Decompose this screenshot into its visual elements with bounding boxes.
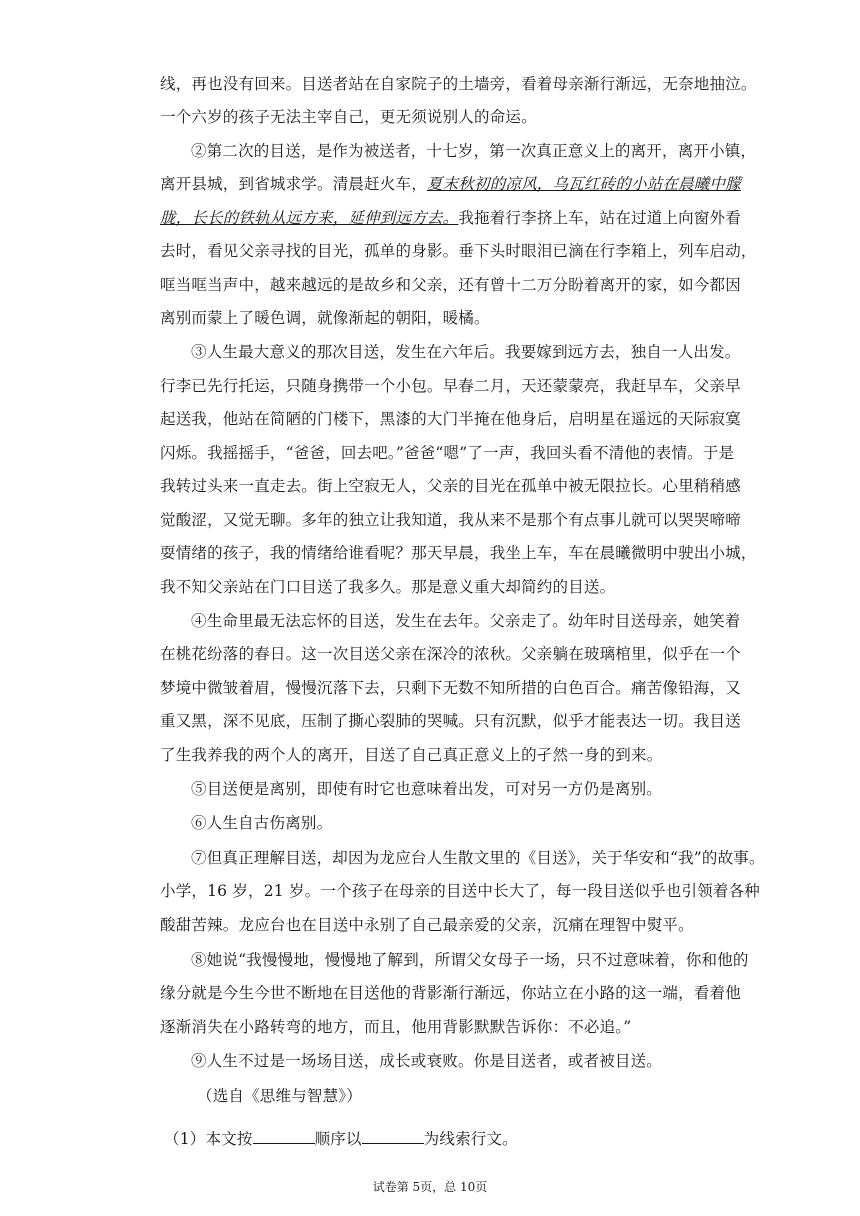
question-1-middle: 顺序以 <box>314 1130 362 1148</box>
paragraph-3-line-5: 我转过头来一直走去。街上空寂无人，父亲的目光在孤单中被无限拉长。心里稍稍感 <box>160 477 741 495</box>
paragraph-8-line-1: ⑧她说“我慢慢地，慢慢地了解到，所谓父女母子一场，只不过意味着，你和他的 <box>191 951 749 969</box>
page-footer: 试卷第 5页，总 10页 <box>372 1180 488 1194</box>
paragraph-7-line-2: 小学，16 岁，21 岁。一个孩子在母亲的目送中长大了，每一段目送似乎也引领着各种 <box>160 882 761 900</box>
underlined-sentence-part-1: 夏末秋初的凉风，乌瓦红砖的小站在晨曦中朦 <box>426 175 741 193</box>
answer-blank-1[interactable] <box>253 1129 315 1144</box>
paragraph-1-line-1: 线，再也没有回来。目送者站在自家院子的土墙旁，看着母亲渐行渐远，无奈地抽泣。 <box>160 75 757 93</box>
paragraph-5: ⑤目送便是离别，即使有时它也意味着出发，可对另一方仍是离别。 <box>191 780 663 798</box>
paragraph-9: ⑨人生不过是一场场目送，成长或衰败。你是目送者，或者被目送。 <box>191 1052 663 1070</box>
underlined-sentence-part-2: 胧，长长的铁轨从远方来，延伸到远方去。 <box>160 209 459 227</box>
paragraph-4-line-1: ④生命里最无法忘怀的目送，发生在去年。父亲走了。幼年时目送母亲，她笑着 <box>191 612 741 630</box>
question-1-suffix: 为线索行文。 <box>423 1130 518 1148</box>
paragraph-3-line-7: 耍情绪的孩子，我的情绪给谁看呢？那天早晨，我坐上车，车在晨曦微明中驶出小城， <box>160 544 757 562</box>
paragraph-2-line-4: 去时，看见父亲寻找的目光，孤单的身影。垂下头时眼泪已滴在行李箱上，列车启动， <box>160 242 757 260</box>
paragraph-3-line-1: ③人生最大意义的那次目送，发生在六年后。我要嫁到远方去，独自一人出发。 <box>191 343 741 361</box>
paragraph-8-line-2: 缘分就是今生今世不断地在目送他的背影渐行渐远，你站立在小路的这一端，看着他 <box>160 984 741 1002</box>
paragraph-4-line-2: 在桃花纷落的春日。这一次目送父亲在深冷的浓秋。父亲躺在玻璃棺里，似乎在一个 <box>160 645 741 663</box>
paragraph-7-line-1: ⑦但真正理解目送，却因为龙应台人生散文里的《目送》，关于华安和“我”的故事。 <box>191 849 765 867</box>
paragraph-3-line-4: 闪烁。我摇摇手，“爸爸，回去吧。”爸爸“嗯”了一声，我回头看不清他的表情。于是 <box>160 444 735 462</box>
paragraph-2-line-3 <box>160 208 741 228</box>
paragraph-7-line-3: 酸甜苦辣。龙应台也在目送中永别了自己最亲爱的父亲，沉痛在理智中熨平。 <box>160 916 694 934</box>
paragraph-1-line-2: 一个六岁的孩子无法主宰自己，更无须说别人的命运。 <box>160 108 537 126</box>
paragraph-8-line-3: 逐渐消失在小路转弯的地方，而且，他用背影默默告诉你：不必追。” <box>160 1018 632 1036</box>
paragraph-6: ⑥人生自古伤离别。 <box>191 814 333 832</box>
paragraph-2-line-6: 离别而蒙上了暖色调，就像渐起的朝阳，暖橘。 <box>160 309 490 327</box>
question-1-prefix: （1）本文按 <box>164 1130 253 1148</box>
paragraph-2-text: 我拖着行李挤上车，站在过道上向窗外看 <box>458 209 741 227</box>
paragraph-3-line-2: 行李已先行托运，只随身携带一个小包。早春二月，天还蒙蒙亮，我赶早车，父亲早 <box>160 377 741 395</box>
paragraph-4-line-3: 梦境中微皱着眉，慢慢沉落下去，只剩下无数不知所措的白色百合。痛苦像铅海，又 <box>160 679 741 697</box>
paragraph-2-line-5: 哐当哐当声中，越来越远的是故乡和父亲，还有曾十二万分盼着离开的家，如今都因 <box>160 276 741 294</box>
answer-blank-2[interactable] <box>362 1129 424 1144</box>
paragraph-3-line-3: 起送我，他站在简陋的门楼下，黑漆的大门半掩在他身后，启明星在遥远的天际寂寞 <box>160 410 741 428</box>
paragraph-2-text: 离开县城，到省城求学。清晨赶火车， <box>160 175 427 193</box>
paragraph-4-line-4: 重又黑，深不见底，压制了撕心裂肺的哭喊。只有沉默，似乎才能表达一切。我目送 <box>160 712 741 730</box>
paragraph-3-line-8: 我不知父亲站在门口目送了我多久。那是意义重大却简约的目送。 <box>160 578 616 596</box>
paragraph-3-line-6: 觉酸涩，又觉无聊。多年的独立让我知道，我从来不是那个有点事儿就可以哭哭啼啼 <box>160 511 741 529</box>
paragraph-2-line-1: ②第二次的目送，是作为被送者，十七岁，第一次真正意义上的离开，离开小镇， <box>191 142 757 160</box>
question-1 <box>164 1129 518 1149</box>
paragraph-4-line-5: 了生我养我的两个人的离开，目送了自己真正意义上的孑然一身的到来。 <box>160 746 663 764</box>
source-citation: （选自《思维与智慧》） <box>197 1087 362 1105</box>
paragraph-2-line-2 <box>160 174 741 194</box>
